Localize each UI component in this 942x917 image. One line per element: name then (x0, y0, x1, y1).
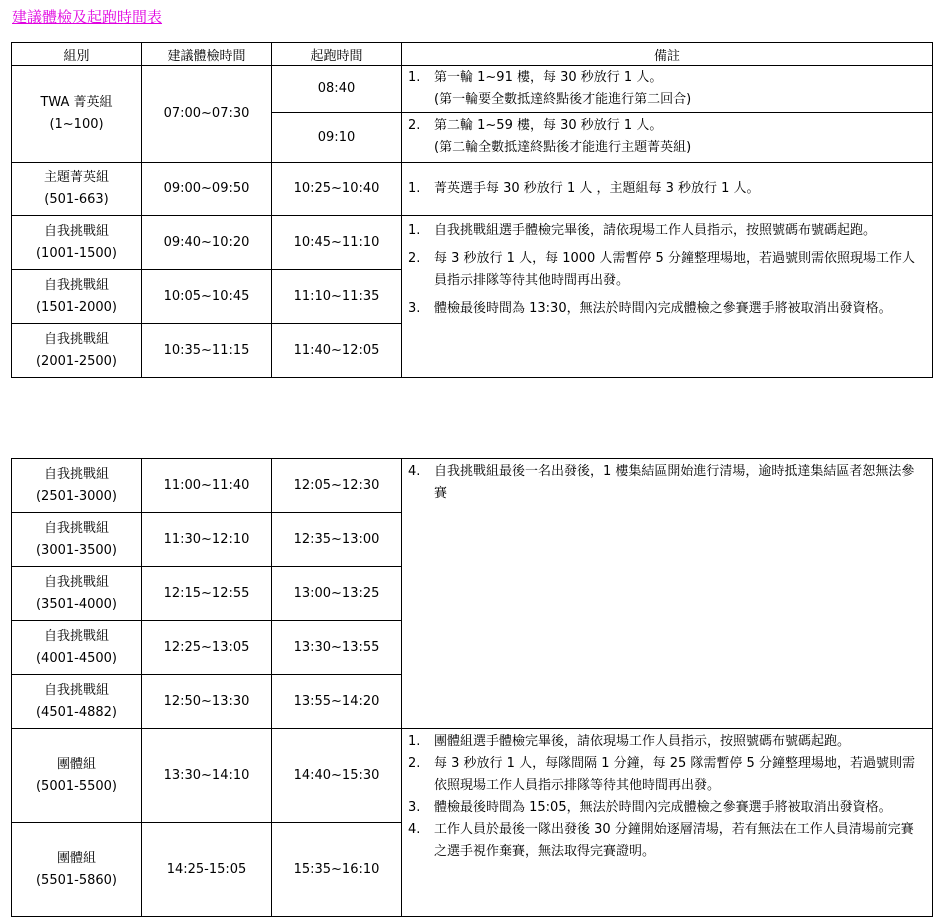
start-cell: 13:55~14:20 (272, 675, 402, 729)
remark-cell (402, 729, 933, 917)
start-cell: 10:45~11:10 (272, 216, 402, 270)
header-group: 組別 (12, 43, 142, 66)
schedule-table-2 (11, 458, 933, 917)
start-cell: 12:05~12:30 (272, 459, 402, 513)
start-cell: 11:10~11:35 (272, 270, 402, 324)
checkup-cell: 09:00~09:50 (142, 163, 272, 216)
list-item: 1. 自我挑戰組選手體檢完畢後，請依現場工作人員指示，按照號碼布號碼起跑。 (408, 223, 877, 238)
group-cell: 自我挑戰組 (4501-4882) (12, 675, 142, 729)
checkup-cell: 11:00~11:40 (142, 459, 272, 513)
group-cell: 自我挑戰組 (1001-1500) (12, 216, 142, 270)
checkup-cell: 10:35~11:15 (142, 324, 272, 378)
group-cell: 自我挑戰組 (1501-2000) (12, 270, 142, 324)
start-cell: 08:40 (272, 66, 402, 113)
checkup-cell: 12:25~13:05 (142, 621, 272, 675)
table-row (12, 163, 933, 216)
schedule-table-1 (11, 42, 933, 378)
list-item: 4. 工作人員於最後一隊出發後 30 分鐘開始逐層清場，若有無法在工作人員清場前完賽之選手視作棄賽，無法取得完賽證明。 (408, 822, 914, 859)
group-cell: 團體組 (5501-5860) (12, 823, 142, 917)
remark-cell (402, 459, 933, 729)
remark-cell (402, 216, 933, 378)
checkup-cell: 09:40~10:20 (142, 216, 272, 270)
start-cell: 09:10 (272, 113, 402, 163)
list-item: 1. 團體組選手體檢完畢後，請依現場工作人員指示，按照號碼布號碼起跑。 (408, 734, 851, 749)
remark-cell: 1. 第一輪 1~91 樓，每 30 秒放行 1 人。 (第一輪要全數抵達終點後才能進行第二回合) (402, 66, 933, 113)
remark-cell: 2. 第二輪 1~59 樓，每 30 秒放行 1 人。 (第二輪全數抵達終點後才能進行主題菁英組) (402, 113, 933, 163)
group-cell: 主題菁英組 (501-663) (12, 163, 142, 216)
table-row (12, 459, 933, 513)
checkup-cell: 13:30~14:10 (142, 729, 272, 823)
group-cell: 自我挑戰組 (3001-3500) (12, 513, 142, 567)
start-cell: 10:25~10:40 (272, 163, 402, 216)
group-cell: 自我挑戰組 (2001-2500) (12, 324, 142, 378)
remark-cell: 1. 菁英選手每 30 秒放行 1 人 ，主題組每 3 秒放行 1 人。 (402, 163, 933, 216)
header-checkup-time: 建議體檢時間 (142, 43, 272, 66)
table-row (12, 216, 933, 270)
start-cell: 12:35~13:00 (272, 513, 402, 567)
start-cell: 15:35~16:10 (272, 823, 402, 917)
checkup-cell: 11:30~12:10 (142, 513, 272, 567)
table-row (12, 729, 933, 823)
start-cell: 13:30~13:55 (272, 621, 402, 675)
list-item: 3. 體檢最後時間為 15:05，無法於時間內完成體檢之參賽選手將被取消出發資格。 (408, 800, 892, 815)
list-item: 3. 體檢最後時間為 13:30，無法於時間內完成體檢之參賽選手將被取消出發資格。 (408, 301, 892, 316)
checkup-cell: 07:00~07:30 (142, 66, 272, 163)
group-cell: 自我挑戰組 (4001-4500) (12, 621, 142, 675)
group-cell: 自我挑戰組 (2501-3000) (12, 459, 142, 513)
list-item: 2. 每 3 秒放行 1 人，每 1000 人需暫停 5 分鐘整理場地，若過號則需依照現場工作人員指示排隊等待其他時間再出發。 (408, 251, 915, 288)
checkup-cell: 10:05~10:45 (142, 270, 272, 324)
header-start-time: 起跑時間 (272, 43, 402, 66)
checkup-cell: 12:15~12:55 (142, 567, 272, 621)
start-cell: 13:00~13:25 (272, 567, 402, 621)
group-cell: 團體組 (5001-5500) (12, 729, 142, 823)
group-cell: TWA 菁英組 (1~100) (12, 66, 142, 163)
table-row (12, 66, 933, 113)
start-cell: 11:40~12:05 (272, 324, 402, 378)
checkup-cell: 12:50~13:30 (142, 675, 272, 729)
table-header-row (12, 43, 933, 66)
group-cell: 自我挑戰組 (3501-4000) (12, 567, 142, 621)
start-cell: 14:40~15:30 (272, 729, 402, 823)
checkup-cell: 14:25-15:05 (142, 823, 272, 917)
list-item: 2. 每 3 秒放行 1 人，每隊間隔 1 分鐘，每 25 隊需暫停 5 分鐘整理場地，若過號則需依照現場工作人員指示排隊等待其他時間再出發。 (408, 756, 915, 793)
page-title: 建議體檢及起跑時間表 (12, 8, 163, 26)
header-remarks: 備註 (402, 43, 933, 66)
list-item: 4. 自我挑戰組最後一名出發後，1 樓集結區開始進行清場，逾時抵達集結區者恕無法參賽 (408, 464, 915, 501)
